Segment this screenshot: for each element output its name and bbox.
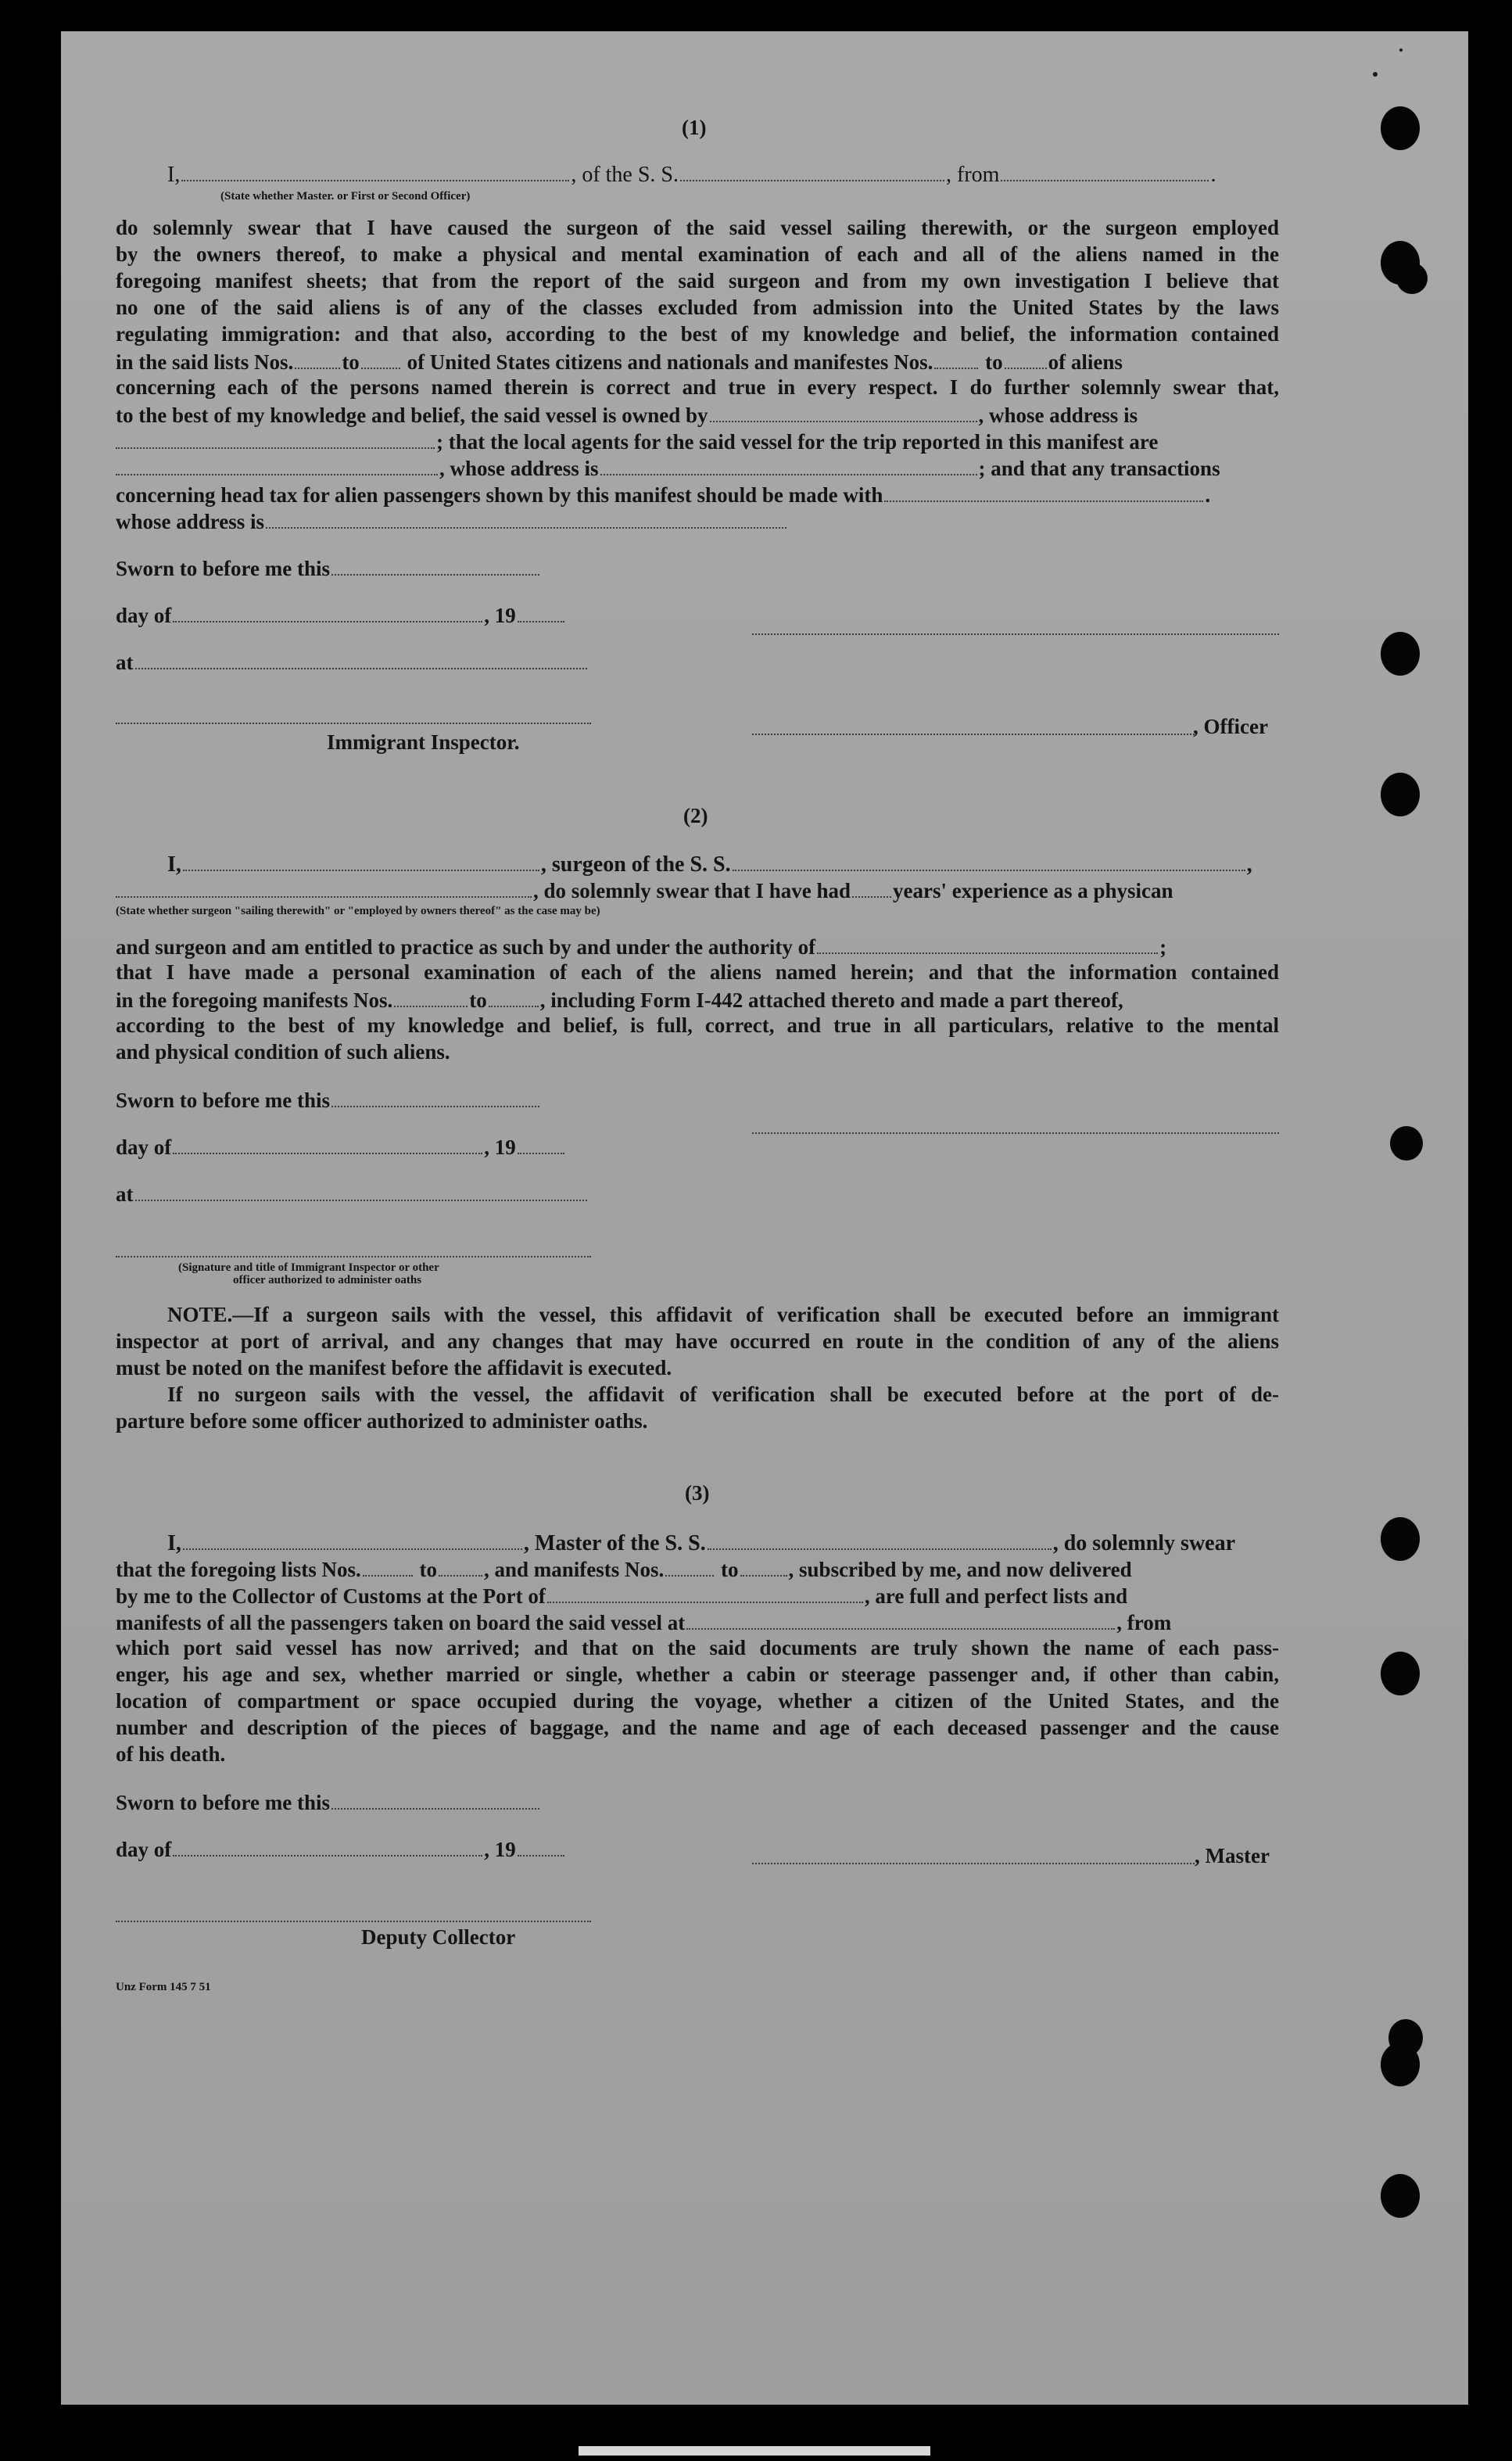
alien-manifest-to-field[interactable]	[1005, 350, 1047, 369]
scan-edge	[579, 2446, 930, 2456]
s3-line-9: of his death.	[116, 1742, 226, 1766]
s1-inspector-label: Immigrant Inspector.	[327, 730, 520, 754]
s1-inspector-sign-line[interactable]	[116, 723, 591, 724]
s2-para-line-3: in the foregoing manifests Nos. to , including Form I-442 attached thereto and made a part thereof,	[116, 988, 1123, 1012]
s3-deputy-label: Deputy Collector	[361, 1925, 516, 1949]
s3-line-7: location of compartment or space occupied during the voyage, whether a citizen of the United States, and the	[116, 1689, 1279, 1713]
s3-manifests-from-field[interactable]	[665, 1558, 714, 1577]
note-line-2: inspector at port of arrival, and any changes that may have occurred en route in the condition of any of the aliens	[116, 1329, 1279, 1353]
s2-para-line-5: and physical condition of such aliens.	[116, 1040, 450, 1064]
surgeon-name-field[interactable]	[183, 852, 539, 871]
s1-from: , from	[946, 163, 1000, 187]
officer-rank-field[interactable]	[181, 163, 569, 181]
s2-para-line-2: that I have made a personal examination of each of the aliens named herein; and that the information contained	[116, 960, 1279, 984]
s3-month-field[interactable]	[173, 1838, 482, 1857]
practice-authority-field[interactable]	[817, 935, 1158, 954]
s3-lists-from-field[interactable]	[363, 1558, 413, 1577]
s2-para-line-4: according to the best of my knowledge and belief, is full, correct, and true in all particulars, relative to the mental	[116, 1013, 1279, 1037]
s1-day-of: day of , 19	[116, 604, 566, 626]
s2-manifest-to-field[interactable]	[489, 988, 539, 1007]
departure-port-field[interactable]	[1001, 163, 1209, 181]
s3-master-sign-line[interactable]	[752, 1863, 1195, 1864]
alien-manifest-from-field[interactable]	[934, 350, 978, 369]
head-tax-address-field[interactable]	[266, 510, 786, 529]
s3-line-8: number and description of the pieces of baggage, and the name and age of each deceased passenger and the cause	[116, 1716, 1279, 1739]
s2-sworn-date-field[interactable]	[331, 1089, 539, 1107]
s1-para-line-2: by the owners thereof, to make a physical and mental examination of each and all of the aliens named in the	[116, 242, 1279, 266]
s1-para-line-12: whose address is	[116, 510, 788, 533]
s3-vessel-name-field[interactable]	[708, 1531, 1052, 1550]
s1-sworn-date-field[interactable]	[331, 557, 539, 576]
s1-sworn: Sworn to before me this	[116, 557, 541, 579]
s2-manifest-from-field[interactable]	[394, 988, 468, 1007]
years-experience-field[interactable]	[852, 879, 891, 898]
punch-hole	[1381, 1517, 1420, 1561]
s2-sworn: Sworn to before me this	[116, 1089, 541, 1111]
note-line-1: NOTE.—If a surgeon sails with the vessel, this affidavit of verification shall be executed before an immigrant	[167, 1303, 1279, 1326]
s1-officer-label: , Officer	[1193, 715, 1268, 738]
s3-line-2: that the foregoing lists Nos. to , and manifests Nos. to , subscribed by me, and now delivered	[116, 1558, 1132, 1581]
section-3-number: (3)	[685, 1481, 710, 1505]
citizen-lists-to-field[interactable]	[361, 350, 400, 369]
s3-day-of: day of , 19	[116, 1838, 566, 1860]
owner-address-field[interactable]	[116, 430, 435, 449]
s2-year-field[interactable]	[518, 1135, 564, 1154]
s1-para-line-7: concerning each of the persons named therein is correct and true in every respect. I do further solemnly swear that,	[116, 375, 1279, 399]
s1-month-field[interactable]	[173, 604, 482, 622]
citizen-lists-from-field[interactable]	[295, 350, 340, 369]
s3-line-4: manifests of all the passengers taken on board the said vessel at , from	[116, 1611, 1172, 1634]
s1-of-ss: , of the S. S.	[571, 163, 679, 187]
s2-status-note: (State whether surgeon "sailing therewith" or "employed by owners thereof" as the case may be)	[116, 905, 600, 917]
s3-sworn-date-field[interactable]	[331, 1791, 539, 1810]
s3-line-1: I, , Master of the S. S. , do solemnly swear	[167, 1531, 1236, 1555]
s3-manifests-to-field[interactable]	[740, 1558, 787, 1577]
s1-end: .	[1210, 163, 1216, 187]
s1-para-line-3: foregoing manifest sheets; that from the report of the said surgeon and from my own investigation I believe that	[116, 269, 1279, 292]
note-line-3: must be noted on the manifest before the affidavit is executed.	[116, 1356, 672, 1379]
s1-i: I,	[167, 163, 181, 187]
s3-year-field[interactable]	[518, 1838, 564, 1857]
vessel-name-field[interactable]	[680, 163, 944, 181]
s2-vessel-name-field[interactable]	[733, 852, 1245, 871]
punch-hole	[1390, 1126, 1423, 1161]
s2-sig-note-1: (Signature and title of Immigrant Inspector or other	[178, 1261, 439, 1274]
s1-para-line-4: no one of the said aliens is of any of the classes excluded from admission into the United States by the laws	[116, 296, 1279, 319]
surgeon-status-field[interactable]	[116, 879, 532, 898]
s1-line-1	[116, 163, 1216, 186]
s1-officer-sign-line[interactable]	[752, 633, 1279, 635]
punch-hole	[1381, 773, 1420, 816]
s1-para-line-6: in the said lists Nos. to of United States citizens and nationals and manifestes Nos. to of aliens	[116, 350, 1123, 374]
head-tax-contact-field[interactable]	[884, 483, 1203, 502]
agents-address-field[interactable]	[600, 457, 977, 475]
s3-line-5: which port said vessel has now arrived; and that on the said documents are truly shown the name of each pass-	[116, 1636, 1279, 1659]
s3-sworn: Sworn to before me this	[116, 1791, 541, 1813]
s2-day-of: day of , 19	[116, 1135, 566, 1158]
local-agents-field[interactable]	[116, 457, 438, 475]
s1-para-line-8: to the best of my knowledge and belief, the said vessel is owned by , whose address is	[116, 404, 1138, 427]
s1-year-field[interactable]	[518, 604, 564, 622]
s1-officer-name-line[interactable]	[752, 734, 1195, 735]
punch-hole	[1381, 106, 1420, 150]
form-id: Unz Form 145 7 51	[116, 1981, 211, 1993]
vessel-owner-field[interactable]	[710, 404, 977, 422]
collector-port-field[interactable]	[547, 1584, 863, 1603]
master-name-field[interactable]	[183, 1531, 522, 1550]
s3-master-label: , Master	[1195, 1844, 1270, 1867]
punch-hole	[1396, 263, 1428, 294]
punch-hole	[1381, 2043, 1420, 2086]
s1-para-line-10: , whose address is ; and that any transactions	[116, 457, 1220, 479]
ink-speck	[1373, 72, 1378, 77]
punch-hole	[1381, 2174, 1420, 2218]
note-line-4: If no surgeon sails with the vessel, the affidavit of verification shall be executed before at the port of de-	[167, 1383, 1279, 1406]
s2-line-2: , do solemnly swear that I have had years' experience as a physican	[116, 879, 1173, 902]
s2-month-field[interactable]	[173, 1135, 482, 1154]
note-line-5: parture before some officer authorized to administer oaths.	[116, 1409, 648, 1433]
s2-line-1: I, , surgeon of the S. S. ,	[167, 852, 1252, 877]
s3-lists-to-field[interactable]	[439, 1558, 482, 1577]
punch-hole	[1381, 1652, 1420, 1695]
s2-at: at	[116, 1182, 589, 1205]
s1-rank-note: (State whether Master. or First or Second Officer)	[220, 190, 471, 203]
ink-speck	[1399, 48, 1403, 52]
s2-inspector-sign-line[interactable]	[116, 1256, 591, 1257]
s1-para-line-11: concerning head tax for alien passengers shown by this manifest should be made with .	[116, 483, 1211, 507]
s2-sig-note-2: officer authorized to administer oaths	[233, 1274, 422, 1286]
s3-line-3: by me to the Collector of Customs at the Port of , are full and perfect lists and	[116, 1584, 1128, 1608]
s1-para-line-1: do solemnly swear that I have caused the surgeon of the said vessel sailing therewith, or the surgeon employed	[116, 216, 1279, 239]
boarding-port-field[interactable]	[686, 1611, 1115, 1630]
s1-para-line-9: ; that the local agents for the said vessel for the trip reported in this manifest are	[116, 430, 1158, 453]
section-2-number: (2)	[683, 804, 708, 827]
s3-line-6: enger, his age and sex, whether married or single, whether a cabin or steerage passenger and, if other than cabin,	[116, 1663, 1279, 1686]
punch-hole	[1381, 632, 1420, 676]
s2-place-field[interactable]	[135, 1182, 587, 1201]
s3-deputy-sign-line[interactable]	[116, 1921, 591, 1922]
s1-at: at	[116, 651, 589, 673]
s1-place-field[interactable]	[135, 651, 587, 669]
s2-surgeon-sign-line[interactable]	[752, 1132, 1279, 1134]
section-1-number: (1)	[682, 116, 707, 139]
s2-para-line-1: and surgeon and am entitled to practice as such by and under the authority of ;	[116, 935, 1167, 959]
s1-para-line-5: regulating immigration: and that also, according to the best of my knowledge and belief, the information contained	[116, 322, 1279, 346]
